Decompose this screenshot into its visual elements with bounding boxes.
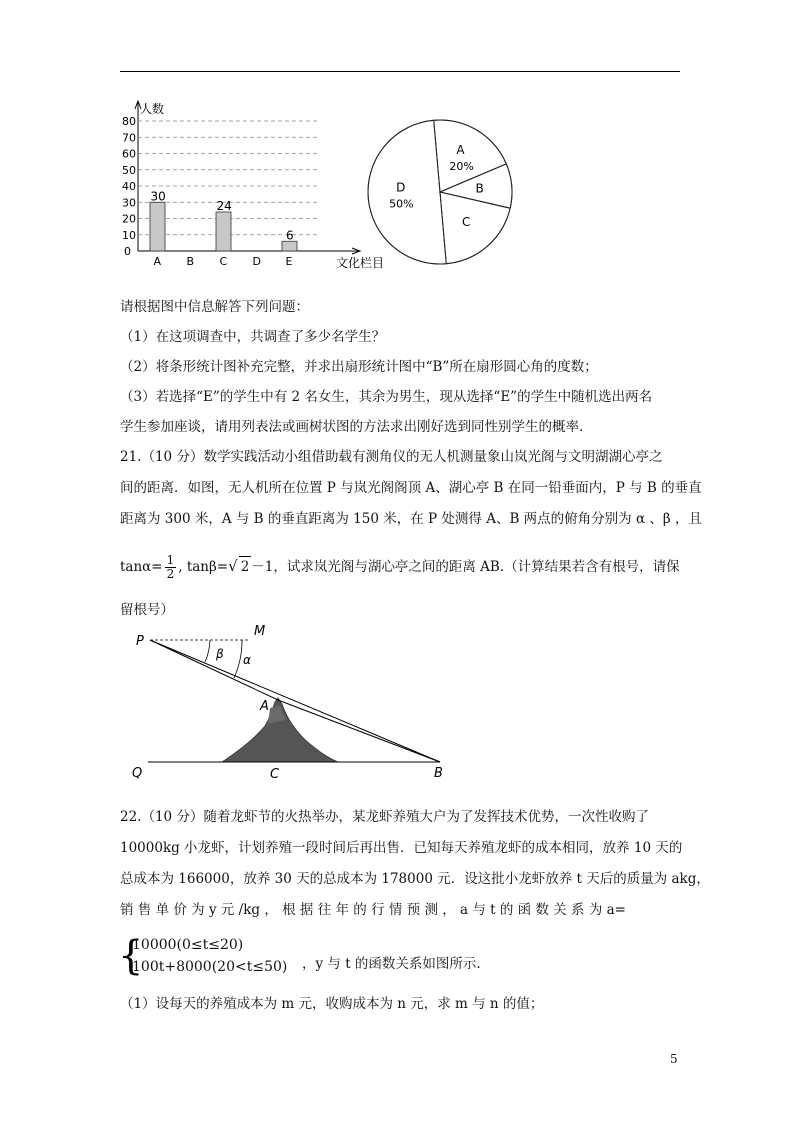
pie-pct-D: 50% <box>389 197 414 211</box>
q21-line4-rest: －1，试求岚光阁与湖心亭之间的距离 AB.（计算结果若含有根号，请保 <box>251 559 680 575</box>
fraction-numerator: 1 <box>166 553 175 567</box>
bar-y-tick-label: 20 <box>122 212 136 226</box>
q20-part2: （2）将条形统计图补充完整，并求出扇形统计图中“B”所在扇形圆心角的度数； <box>120 359 598 375</box>
piecewise-brace: { <box>118 933 144 979</box>
sqrt-sign: √ <box>228 557 238 575</box>
label-m: M <box>254 624 266 639</box>
q22-line4: 销 售 单 价 为 y 元 /kg ， 根 据 往 年 的 行 情 预 测 ， a 与 t 的 函 数 关 系 为 a= <box>120 902 626 918</box>
q21-line3: 距离为 300 米，A 与 B 的垂直距离为 150 米，在 P 处测得 A、B 两点的俯角分别为 α 、β ，且 <box>120 511 702 527</box>
bar-y-label: 人数 <box>140 102 165 116</box>
pie-label-D: D <box>396 180 406 195</box>
bar-y-tick-label: 30 <box>122 196 136 210</box>
bar-y-tick-label: 70 <box>122 131 136 145</box>
bar-A <box>150 202 165 251</box>
fraction-denominator: 2 <box>166 567 175 581</box>
q21-line5: 留根号） <box>120 602 174 618</box>
q22-part1: （1）设每天的养殖成本为 m 元，收购成本为 n 元，求 m 与 n 的值； <box>120 996 544 1012</box>
q22-line3: 总成本为 166000，放养 30 天的总成本为 178000 元．设这批小龙虾放养 t 天后的质量为 akg， <box>120 871 710 887</box>
bar-chart <box>110 88 385 278</box>
label-alpha: α <box>243 653 251 667</box>
q21-line1: 21.（10 分）数学实践活动小组借助载有测角仪的无人机测量象山岚光阁与文明湖湖心亭之 <box>120 449 663 465</box>
bar-value-label: 24 <box>216 199 232 213</box>
pie-label-C: C <box>461 214 471 229</box>
header-rule <box>120 71 680 72</box>
label-a: A <box>260 699 269 714</box>
q20-intro: 请根据图中信息解答下列问题： <box>120 299 309 315</box>
piecewise-case1: 10000(0≤t≤20) <box>132 937 244 953</box>
pie-chart <box>360 112 520 272</box>
page-number: 5 <box>670 1052 678 1066</box>
angle-beta-arc <box>205 640 210 662</box>
sqrt-value: 2 <box>239 556 252 577</box>
geometry-figure <box>130 620 460 785</box>
q20-part3-line2: 学生参加座谈，请用列表法或画树状图的方法求出刚好选到同性别学生的概率. <box>120 419 584 435</box>
bar-value-label: 30 <box>150 189 166 204</box>
q20-part1: （1）在这项调查中，共调查了多少名学生？ <box>120 329 386 345</box>
bar-E <box>282 241 297 251</box>
q22-line2: 10000kg 小龙虾，计划养殖一段时间后再出售．已知每天养殖龙虾的成本相同，放养 10 天的 <box>120 840 683 856</box>
bar-y-tick-label: 40 <box>122 180 136 193</box>
piecewise-after: ，y 与 t 的函数关系如图所示. <box>302 956 481 972</box>
bar-y-tick-label: 0 <box>124 245 131 258</box>
bar-category-label: B <box>186 255 195 268</box>
bar-y-tick-label: 60 <box>122 147 136 161</box>
fraction-one-half <box>165 554 177 581</box>
label-p: P <box>136 634 144 649</box>
q21-line4 <box>120 554 680 581</box>
bar-y-tick-label: 80 <box>122 115 136 128</box>
bar-category-label: E <box>285 255 293 268</box>
bar-C <box>216 212 231 251</box>
q21-line2: 间的距离．如图，无人机所在位置 P 与岚光阁阁顶 A、湖心亭 B 在同一铅垂面内，P 与 B 的垂直 <box>120 480 702 496</box>
q20-part3-line1: （3）若选择“E”的学生中有 2 名女生，其余为男生，现从选择“E”的学生中随机选出两名 <box>120 389 653 405</box>
q22-line1: 22.（10 分）随着龙虾节的火热举办，某龙虾养殖大户为了发挥技术优势，一次性收购了 <box>120 809 649 825</box>
bar-category-label: D <box>252 255 261 268</box>
pie-label-A: A <box>456 143 465 158</box>
bar-category-label: A <box>153 255 162 268</box>
bar-value-label: 6 <box>286 228 294 243</box>
label-b: B <box>434 766 443 781</box>
label-q: Q <box>132 766 143 781</box>
bar-category-label: C <box>219 255 228 268</box>
tan-alpha-label: tanα= <box>120 559 163 575</box>
bar-y-tick-label: 50 <box>122 163 136 177</box>
bar-y-tick-label: 10 <box>122 228 136 242</box>
angle-alpha-arc <box>234 640 242 678</box>
piecewise-case2: 100t+8000(20<t≤50) <box>132 959 288 975</box>
pie-label-B: B <box>475 181 484 196</box>
tan-beta-label: , tanβ= <box>178 559 229 575</box>
label-c: C <box>270 767 280 782</box>
label-beta: β <box>216 647 224 661</box>
bar-x-label: 文化栏目 <box>336 256 385 270</box>
pie-pct-A: 20% <box>449 160 474 174</box>
line-pa <box>150 640 278 700</box>
